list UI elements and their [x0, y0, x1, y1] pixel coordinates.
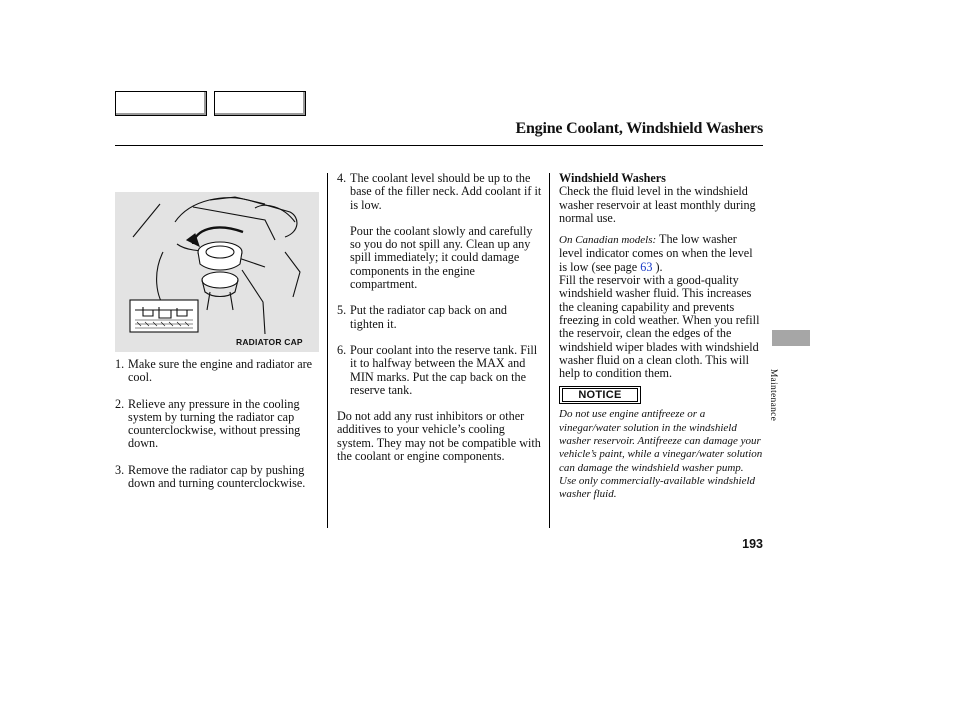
step-1	[115, 358, 320, 385]
column-divider-2	[549, 173, 550, 528]
step-5-text: Put the radiator cap back on and tighten it.	[350, 303, 508, 331]
previous-page-button[interactable]	[115, 91, 207, 116]
canadian-models-text-b: ).	[652, 259, 663, 274]
canadian-models-text-a: The low washer level indicator comes on when the level is low (see page	[559, 232, 753, 274]
next-page-button[interactable]	[214, 91, 306, 116]
windshield-washers-heading: Windshield Washers	[559, 171, 666, 185]
step-4-number: 4.	[337, 171, 347, 185]
step-2-text: Relieve any pressure in the cooling system by turning the radiator cap counterclockwise, without pressing down.	[128, 396, 301, 451]
radiator-cap-illustration	[115, 192, 319, 352]
notice-label: NOTICE	[562, 388, 638, 402]
notice-text: Do not use engine antifreeze or a vinegar/water solution in the windshield washer reservoir. Antifreeze can damage your vehicle’s paint, while a vinegar/water solution can damage the windshield washer pump. Use only commercially-available windshield washer fluid.	[559, 408, 763, 501]
step-1-number: 1.	[115, 357, 125, 371]
washers-fill-paragraph: Fill the reservoir with a good-quality windshield washer fluid. This increases the cleaning capability and prevents freezing in cold weather. When you refill the reservoir, clean the edges of the windshield wiper blades with windshield washer fluid on a clean cloth. This will help to condition them.	[559, 273, 760, 381]
column-divider-1	[327, 173, 328, 528]
steps-column-2	[337, 172, 543, 463]
step-3-text: Remove the radiator cap by pushing down and turning counterclockwise.	[128, 462, 306, 491]
washers-column	[559, 172, 763, 502]
page-number: 193	[742, 537, 763, 551]
step-5-number: 5.	[337, 303, 347, 318]
step-3	[115, 464, 320, 491]
additives-warning: Do not add any rust inhibitors or other additives to your vehicle’s cooling system. They may not be compatible with the coolant or engine components.	[337, 409, 541, 464]
step-3-number: 3.	[115, 462, 125, 477]
step-4-note	[337, 225, 543, 291]
washers-check-paragraph: Check the fluid level in the windshield washer reservoir at least monthly during normal use.	[559, 184, 756, 225]
page-title: Engine Coolant, Windshield Washers	[515, 120, 763, 137]
step-6-text: Pour coolant into the reserve tank. Fill it to halfway between the MAX and MIN marks. Put the cap back on the reserve tank.	[350, 342, 538, 397]
step-2-number: 2.	[115, 396, 125, 411]
radiator-cap-label: RADIATOR CAP	[236, 337, 303, 347]
section-tab[interactable]	[772, 330, 810, 346]
step-6	[337, 344, 543, 397]
step-6-number: 6.	[337, 342, 347, 357]
radiator-drawing	[115, 192, 319, 352]
step-1-text: Make sure the engine and radiator are cool.	[128, 357, 313, 385]
title-divider	[115, 145, 763, 146]
notice-badge	[559, 386, 641, 404]
step-2	[115, 398, 320, 451]
step-5	[337, 304, 543, 331]
page-63-link[interactable]: 63	[640, 259, 653, 274]
canadian-models-paragraph	[559, 233, 763, 274]
canadian-models-label: On Canadian models:	[559, 234, 657, 247]
steps-column-1	[115, 358, 320, 490]
step-4	[337, 172, 543, 212]
section-label: Maintenance	[768, 368, 778, 422]
step-4-note-text: Pour the coolant slowly and carefully so you do not spill any. Clean up any spill immediately; it could damage components in the engine compartment.	[350, 223, 533, 292]
step-4-text: The coolant level should be up to the base of the filler neck. Add coolant if it is low.	[350, 171, 542, 212]
